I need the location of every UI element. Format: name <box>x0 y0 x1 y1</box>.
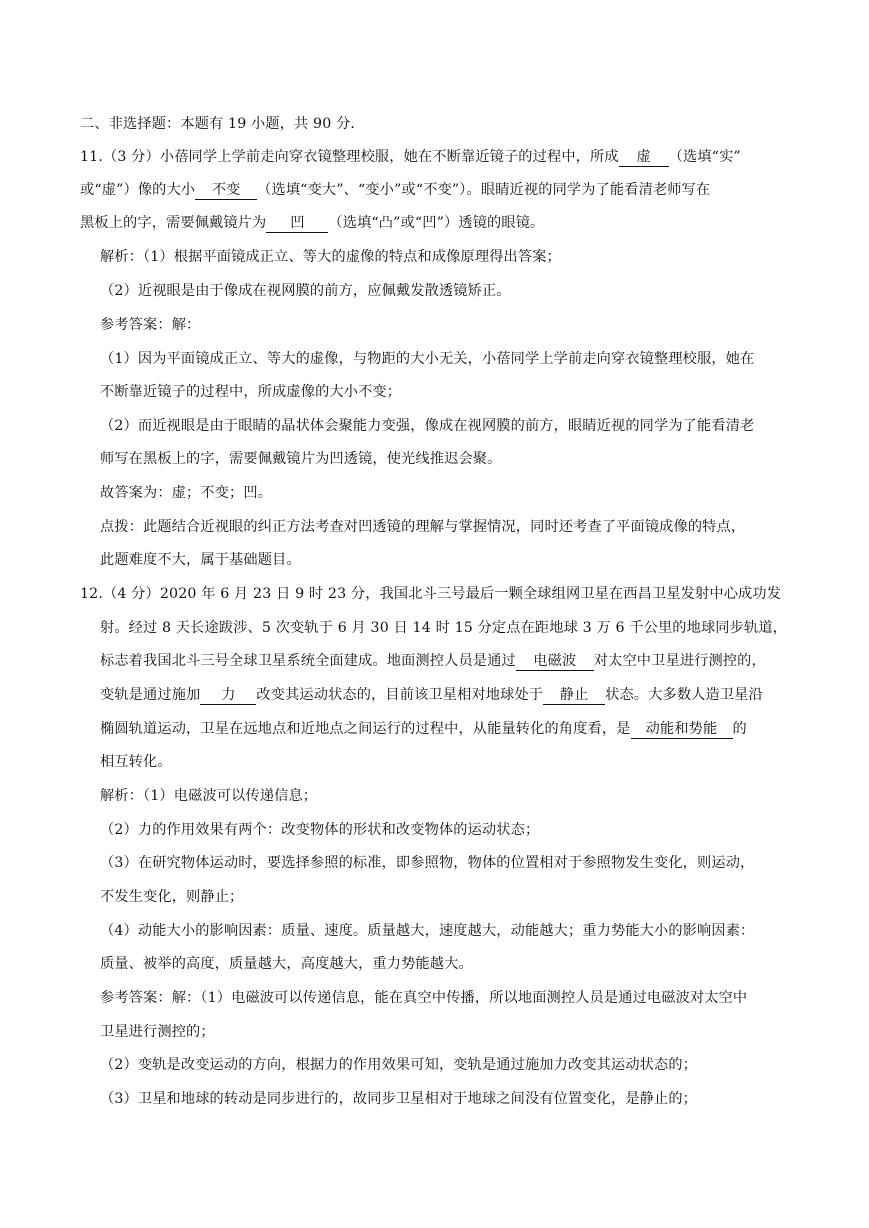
q12-answer-2: （2）变轨是改变运动的方向，根据力的作用效果可知，变轨是通过施加力改变其运动状态的； <box>100 1057 698 1073</box>
q12-text: 对太空中卫星进行测控的， <box>593 653 766 669</box>
q12-blank-3: 静止 <box>543 686 605 705</box>
q12-answer-1b: 卫星进行测控的； <box>100 1024 215 1040</box>
q12-text: 变轨是通过施加 <box>100 687 201 703</box>
q12-stem-line-6: 相互转化。 <box>100 754 172 770</box>
q12-answer-3: （3）卫星和地球的转动是同步进行的，故同步卫星相对于地球之间没有位置变化，是静止的； <box>100 1091 698 1107</box>
q12-text: 标志着我国北斗三号全球卫星系统全面建成。地面测控人员是通过 <box>100 653 516 669</box>
q11-text: （选填“实” <box>668 149 741 165</box>
section-header: 二、非选择题：本题有 19 小题，共 90 分． <box>80 116 365 132</box>
q12-stem-line-3 <box>100 651 766 671</box>
q12-stem-line-4 <box>100 685 763 705</box>
q11-answer-1a: （1）因为平面镜成正立、等大的虚像，与物距的大小无关，小蓓同学上学前走向穿衣镜整理校服，她在 <box>100 351 755 367</box>
q11-analysis-1: 解析：（1）根据平面镜成正立、等大的虚像的特点和成像原理得出答案； <box>100 249 561 265</box>
q11-analysis-2: （2）近视眼是由于像成在视网膜的前方，应佩戴发散透镜矫正。 <box>100 283 511 299</box>
q12-text: 状态。大多数人造卫星沿 <box>605 687 763 703</box>
q11-comment-a: 点拨：此题结合近视眼的纠正方法考查对凹透镜的理解与掌握情况，同时还考查了平面镜成像的特点， <box>100 519 746 535</box>
q11-stem-line-2 <box>80 180 710 200</box>
q12-stem-line-1: 12.（4 分）2020 年 6 月 23 日 9 时 23 分，我国北斗三号最后一颗全球组网卫星在西昌卫星发射中心成功发 <box>80 586 782 602</box>
q12-stem-line-5 <box>100 719 747 739</box>
q12-blank-4: 动能和势能 <box>631 720 733 739</box>
q12-blank-1: 电磁波 <box>516 652 594 671</box>
q11-answer-label: 参考答案：解： <box>100 317 201 333</box>
q11-text: 黑板上的字，需要佩戴镜片为 <box>80 215 267 231</box>
q11-final-answer: 故答案为：虚；不变；凹。 <box>100 485 273 501</box>
q11-text: 或“虚”）像的大小 <box>80 182 196 198</box>
q11-blank-2: 不变 <box>195 181 257 200</box>
q12-text: 椭圆轨道运动，卫星在远地点和近地点之间运行的过程中，从能量转化的角度看，是 <box>100 721 631 737</box>
q11-comment-b: 此题难度不大，属于基础题目。 <box>100 552 301 568</box>
q11-stem-line-3 <box>80 213 544 233</box>
q11-stem-line-1 <box>80 147 741 167</box>
q11-text: （选填“变大”、“变小”或“不变”）。眼睛近视的同学为了能看清老师写在 <box>257 182 711 198</box>
q12-analysis-4b: 质量、被举的高度，质量越大，高度越大，重力势能越大。 <box>100 956 473 972</box>
q12-analysis-3a: （3）在研究物体运动时，要选择参照的标准，即参照物，物体的位置相对于参照物发生变化，则运动， <box>100 855 755 871</box>
q12-answer-1a: 参考答案：解：（1）电磁波可以传递信息，能在真空中传播，所以地面测控人员是通过电磁波对太空中 <box>100 990 748 1006</box>
q12-blank-2: 力 <box>200 686 256 705</box>
q12-stem-line-2: 射。经过 8 天长途跋涉、5 次变轨于 6 月 30 日 14 时 15 分定点在距地球 3 万 6 千公里的地球同步轨道， <box>100 620 787 636</box>
q12-text: 改变其运动状态的，目前该卫星相对地球处于 <box>256 687 544 703</box>
q12-analysis-3b: 不发生变化，则静止； <box>100 889 244 905</box>
q11-text: （选填“凸”或“凹”）透镜的眼镜。 <box>328 215 545 231</box>
q11-text: 11.（3 分）小蓓同学上学前走向穿衣镜整理校服，她在不断靠近镜子的过程中，所成 <box>80 149 619 165</box>
q11-blank-1: 虚 <box>619 148 669 167</box>
q12-analysis-4a: （4）动能大小的影响因素：质量、速度。质量越大，速度越大，动能越大；重力势能大小的影响因素： <box>100 923 755 939</box>
q11-answer-2a: （2）而近视眼是由于眼睛的晶状体会聚能力变强，像成在视网膜的前方，眼睛近视的同学为了能看清老 <box>100 418 755 434</box>
q12-analysis-2: （2）力的作用效果有两个：改变物体的形状和改变物体的运动状态； <box>100 822 540 838</box>
q12-analysis-1: 解析：（1）电磁波可以传递信息； <box>100 788 318 804</box>
q11-blank-3: 凹 <box>266 214 328 233</box>
q11-answer-2b: 师写在黑板上的字，需要佩戴镜片为凹透镜，使光线推迟会聚。 <box>100 451 502 467</box>
q11-answer-1b: 不断靠近镜子的过程中，所成虚像的大小不变； <box>100 384 402 400</box>
q12-text: 的 <box>732 721 747 737</box>
